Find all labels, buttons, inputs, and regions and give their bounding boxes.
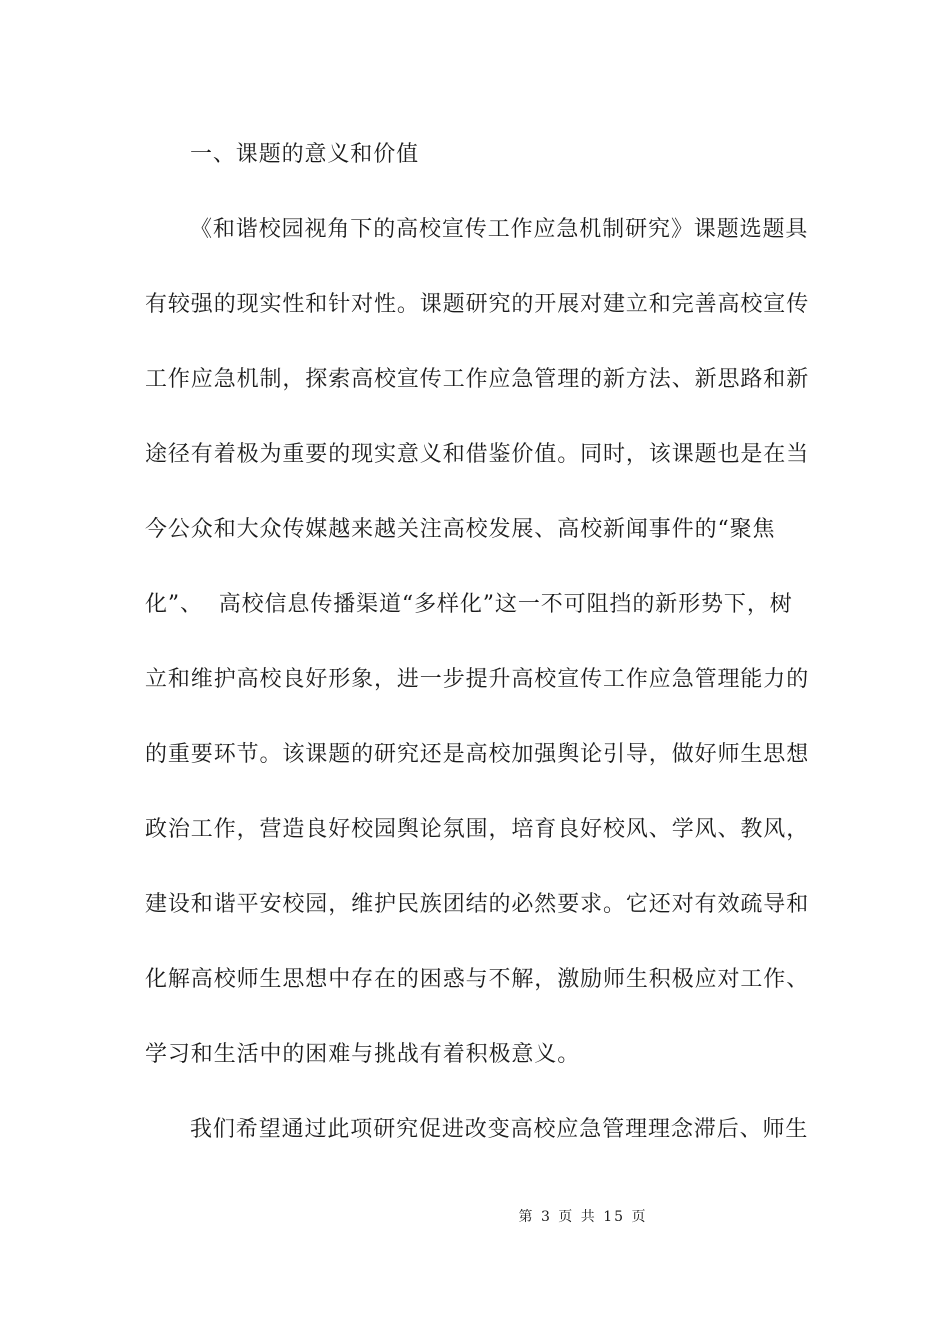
page-footer: 第 3 页 共 15 页 bbox=[518, 1209, 648, 1225]
section-heading: 一、课题的意义和价值 bbox=[190, 142, 420, 167]
paragraph-line: 的重要环节。该课题的研究还是高校加强舆论引导，做好师生思想 bbox=[145, 742, 810, 767]
paragraph-line: 有较强的现实性和针对性。课题研究的开展对建立和完善高校宣传 bbox=[145, 292, 810, 317]
paragraph-line: 我们希望通过此项研究促进改变高校应急管理理念滞后、师生 bbox=[190, 1117, 809, 1142]
paragraph-line: 《和谐校园视角下的高校宣传工作应急机制研究》课题选题具 bbox=[190, 217, 809, 242]
paragraph-line: 学习和生活中的困难与挑战有着积极意义。 bbox=[145, 1042, 581, 1067]
paragraph-line: 政治工作，营造良好校园舆论氛围，培育良好校风、学风、教风， bbox=[145, 817, 810, 842]
paragraph-line: 立和维护高校良好形象，进一步提升高校宣传工作应急管理能力的 bbox=[145, 667, 810, 692]
paragraph-line: 建设和谐平安校园，维护民族团结的必然要求。它还对有效疏导和 bbox=[145, 892, 810, 917]
paragraph-line: 化解高校师生思想中存在的困惑与不解，激励师生积极应对工作、 bbox=[145, 967, 810, 992]
paragraph-line: 化”、 高校信息传播渠道“多样化”这一不可阻挡的新形势下，树 bbox=[145, 592, 793, 617]
paragraph-line: 工作应急机制，探索高校宣传工作应急管理的新方法、新思路和新 bbox=[145, 367, 810, 392]
paragraph-line: 途径有着极为重要的现实意义和借鉴价值。同时，该课题也是在当 bbox=[145, 442, 810, 467]
paragraph-line: 今公众和大众传媒越来越关注高校发展、高校新闻事件的“聚焦 bbox=[145, 517, 776, 542]
